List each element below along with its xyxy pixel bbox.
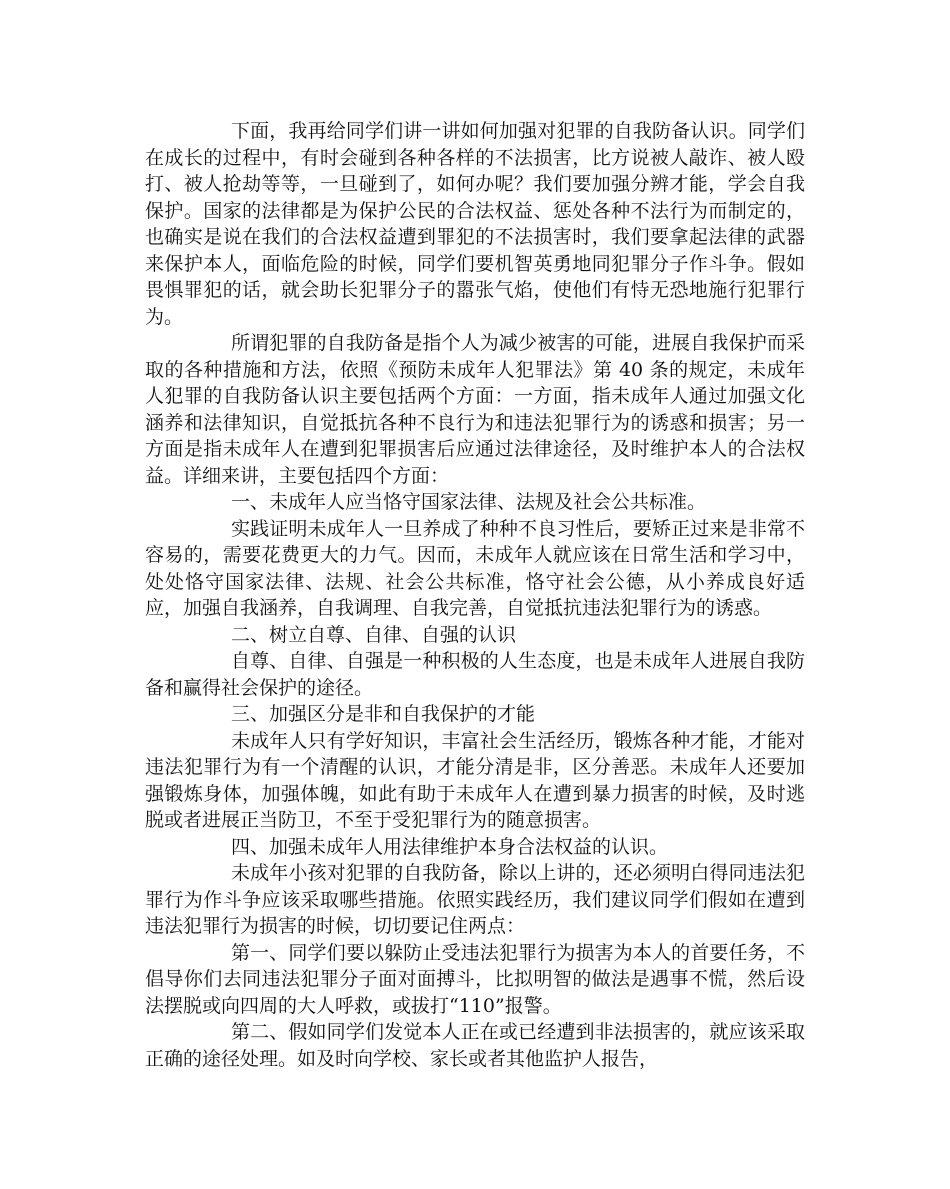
paragraph-second-measure: 第二、假如同学们发觉本人正在或已经遭到非法损害的，就应该采取正确的途径处理。如及时向学校、家长或者其他监护人报告， xyxy=(145,1021,805,1070)
paragraph-point-four: 未成年小孩对犯罪的自我防备，除以上讲的，还必须明白得同违法犯罪行为作斗争应该采取哪些措施。依照实践经历，我们建议同学们假如在遭到违法犯罪行为损害的时候，切切要记住两点： xyxy=(145,862,805,937)
heading-point-one: 一、未成年人应当恪守国家法律、法规及社会公共标准。 xyxy=(231,491,707,513)
heading-point-three: 三、加强区分是非和自我保护的才能 xyxy=(231,703,536,725)
document-page xyxy=(145,118,805,1072)
heading-point-four: 四、加强未成年人用法律维护本身合法权益的认识。 xyxy=(231,835,669,858)
heading-point-two: 二、树立自尊、自律、自强的认识 xyxy=(231,623,517,646)
paragraph-point-two: 自尊、自律、自强是一种积极的人生态度，也是未成年人进展自我防备和赢得社会保护的途径。 xyxy=(145,650,805,699)
paragraph-first-measure: 第一、同学们要以躲防止受违法犯罪行为损害为本人的首要任务，不倡导你们去同违法犯罪分子面对面搏斗，比拟明智的做法是遇事不慌，然后设法摆脱或向四周的大人呼救，或拔打“110”报警。 xyxy=(145,941,805,1017)
paragraph-point-three: 未成年人只有学好知识，丰富社会生活经历，锻炼各种才能，才能对违法犯罪行为有一个清醒的认识，才能分清是非，区分善恶。未成年人还要加强锻炼身体，加强体魄，如此有助于未成年人在遭到暴力损害的时候，及时逃脱或者进展正当防卫，不至于受犯罪行为的随意损害。 xyxy=(145,729,805,831)
paragraph-definition: 所谓犯罪的自我防备是指个人为减少被害的可能，进展自我保护而采取的各种措施和方法，依照《预防未成年人犯罪法》第 40 条的规定，未成年人犯罪的自我防备认识主要包括两个方面：一方面，指未成年人通过加强文化涵养和法律知识，自觉抵抗各种不良行为和违法犯罪行为的诱惑和损害；另一方面是指未成年人在遭到犯罪损害后应通过法律途径，及时维护本人的合法权益。详细来讲，主要包括四个方面： xyxy=(145,332,805,487)
paragraph-point-one: 实践证明未成年人一旦养成了种种不良习性后，要矫正过来是非常不容易的，需要花费更大的力气。因而，未成年人就应该在日常生活和学习中，处处恪守国家法律、法规、社会公共标准，恪守社会公德，从小养成良好适应，加强自我涵养，自我调理、自我完善，自觉抵抗违法犯罪行为的诱惑。 xyxy=(145,517,805,619)
paragraph-intro: 下面，我再给同学们讲一讲如何加强对犯罪的自我防备认识。同学们在成长的过程中，有时会碰到各种各样的不法损害，比方说被人敲诈、被人殴打、被人抢劫等等，一旦碰到了，如何办呢？我们要加强分辨才能，学会自我保护。国家的法律都是为保护公民的合法权益、惩处各种不法行为而制定的，也确实是说在我们的合法权益遭到罪犯的不法损害时，我们要拿起法律的武器来保护本人，面临危险的时候，同学们要机智英勇地同犯罪分子作斗争。假如畏惧罪犯的话，就会助长犯罪分子的嚣张气焰，使他们有恃无恐地施行犯罪行为。 xyxy=(145,120,805,328)
